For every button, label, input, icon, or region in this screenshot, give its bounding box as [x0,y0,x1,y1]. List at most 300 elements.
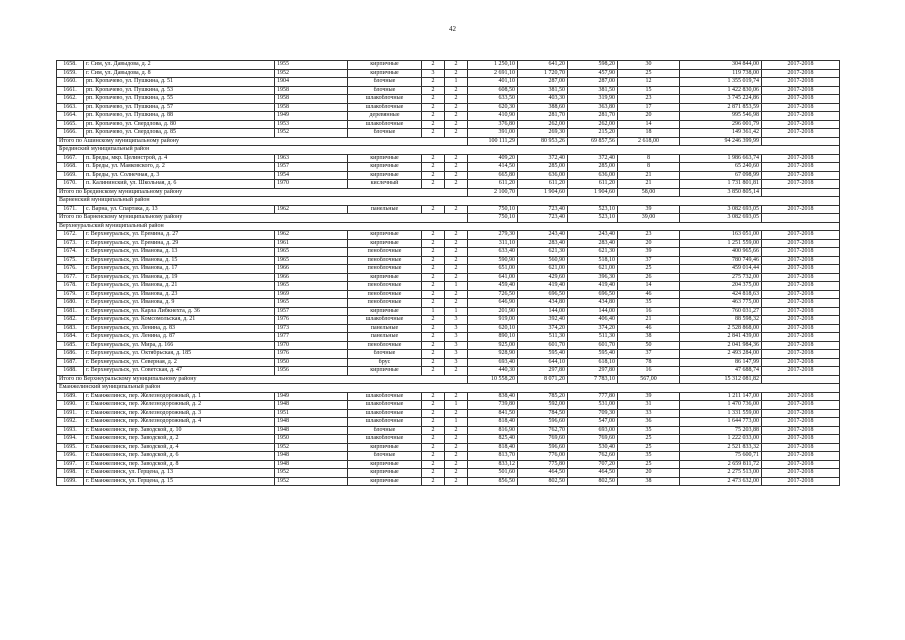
table-cell: 2 [445,409,468,418]
table-cell: 1 986 663,74 [680,154,762,163]
table-cell: 2 [422,231,445,240]
table-cell: 1689. [57,392,84,401]
table-cell: 2 [422,95,445,104]
table-cell: г. Верхнеуральск, ул. Октябрьская, д. 185 [84,350,275,359]
table-cell: 1949 [275,112,348,121]
table-cell: 2 [445,367,468,376]
table-cell: г. Еманжелинск, пер. Железнодорожный, д. 2 [84,401,275,410]
table-cell: 2 [445,112,468,121]
table-cell: 2 [422,78,445,87]
table-cell: 665,80 [468,171,518,180]
table-cell: 1 [445,401,468,410]
table-cell: 2 [445,180,468,189]
table-cell: 47 688,74 [680,367,762,376]
table-cell: г. Еманжелинск, пер. Заводской, д. 10 [84,426,275,435]
table-row [57,86,840,95]
table-cell: 215,20 [568,129,618,138]
table-cell: 2 [422,273,445,282]
table-cell: 841,50 [468,409,518,418]
table-cell: 2017-2018 [762,418,840,427]
table-cell: 2017-2018 [762,86,840,95]
table-cell: 1690. [57,401,84,410]
table-cell: 1904 [275,78,348,87]
table-row [57,171,840,180]
table-cell: г. Сим, ул. Давыдова, д. 8 [84,69,275,78]
table-cell: 601,70 [518,341,568,350]
table-cell: 1966 [275,265,348,274]
table-cell: г. Верхнеуральск, ул. Иванова, д. 23 [84,290,275,299]
table-cell: кирпичные [348,61,422,70]
table-cell: 21 [618,180,680,189]
table-cell: 2 521 833,32 [680,443,762,452]
table-cell: 2 [422,239,445,248]
table-cell: 15 [618,86,680,95]
table-cell: 2 041 984,36 [680,341,762,350]
table-cell: 1948 [275,426,348,435]
housing-register-table [56,60,840,486]
table-cell: 2 [445,299,468,308]
table-cell: 3 [445,358,468,367]
table-cell: 409,20 [468,154,518,163]
table-cell: 2 691,10 [468,69,518,78]
table-cell: шлакоблочные [348,103,422,112]
table-cell: шлакоблочные [348,95,422,104]
total-cell: 10 558,20 [468,375,518,384]
table-cell: рп. Кропачево, ул. Пушкина, д. 53 [84,86,275,95]
table-cell: 1 422 830,06 [680,86,762,95]
table-row [57,239,840,248]
table-cell: 3 [445,316,468,325]
table-cell: 381,50 [518,86,568,95]
table-cell: г. Верхнеуральск, ул. Еремина, д. 29 [84,239,275,248]
table-cell: 464,50 [568,469,618,478]
table-cell: 2017-2018 [762,129,840,138]
table-cell: 2 [422,256,445,265]
table-cell: 531,00 [568,401,618,410]
table-cell: 414,50 [468,163,518,172]
table-cell: 2017-2018 [762,69,840,78]
table-cell: 2 [422,392,445,401]
table-cell: 38 [618,477,680,486]
table-cell: кирпичные [348,460,422,469]
table-cell: кирпичные [348,477,422,486]
table-cell: 21 [618,316,680,325]
table-cell: 14 [618,282,680,291]
table-cell: 39 [618,392,680,401]
table-cell: г. Еманжелинск, пер. Железнодорожный, д. 3 [84,409,275,418]
table-cell: 2 [422,299,445,308]
table-cell: 2017-2018 [762,231,840,240]
table-cell: 2 [445,290,468,299]
table-cell: 1952 [275,129,348,138]
table-cell: 1 720,70 [518,69,568,78]
table-cell: 776,00 [518,452,568,461]
table-cell: 36 [618,418,680,427]
table-cell: 2017-2018 [762,78,840,87]
table-cell: 2017-2018 [762,333,840,342]
table-cell: 530,40 [568,443,618,452]
table-row [57,163,840,172]
table-cell: шлакоблочные [348,316,422,325]
table-cell: 726,50 [468,290,518,299]
table-cell: 2 275 513,00 [680,469,762,478]
table-cell: 707,20 [568,460,618,469]
table-cell: 1 222 033,00 [680,435,762,444]
total-cell: 100 111,29 [468,137,518,146]
table-cell: 1952 [275,443,348,452]
table-cell: 1958 [275,103,348,112]
table-cell: 633,50 [468,95,518,104]
table-cell: блочные [348,78,422,87]
table-row [57,299,840,308]
table-cell: г. Верхнеуральск, ул. Мира, д. 166 [84,341,275,350]
table-cell: 2 [422,350,445,359]
table-cell: пеноблочные [348,282,422,291]
total-cell: 8 071,20 [518,375,568,384]
table-cell: панельные [348,333,422,342]
table-cell: 596,60 [518,443,568,452]
table-cell: г. Верхнеуральск, ул. Иванова, д. 13 [84,248,275,257]
table-row [57,316,840,325]
table-cell: г. Верхнеуральск, ул. Иванова, д. 21 [84,282,275,291]
table-cell: 17 [618,103,680,112]
table-cell: брус [348,358,422,367]
table-cell: 1965 [275,282,348,291]
table-cell: 644,10 [518,358,568,367]
table-cell: 785,20 [518,392,568,401]
table-cell: шлакоблочные [348,418,422,427]
table-body [57,61,840,486]
table-cell: 12 [618,78,680,87]
table-cell: 2 [422,248,445,257]
table-cell: 2 473 632,00 [680,477,762,486]
table-cell: 2 [445,239,468,248]
table-cell: 560,90 [518,256,568,265]
table-cell: 1976 [275,350,348,359]
table-cell: 38 [618,333,680,342]
table-cell: 856,50 [468,477,518,486]
table-cell: 595,40 [518,350,568,359]
table-cell: с. Варна, ул. Спартака, д. 13 [84,205,275,214]
table-cell: 2 [422,333,445,342]
table-cell: 1684. [57,333,84,342]
table-cell: 2 [445,435,468,444]
table-cell: блочные [348,86,422,95]
table-cell: шлакоблочные [348,120,422,129]
table-cell: 919,00 [468,316,518,325]
table-row [57,341,840,350]
page-number: 42 [449,25,456,33]
table-cell: 285,00 [518,163,568,172]
table-cell: 1 211 147,00 [680,392,762,401]
section-title: Варненский муниципальный район [57,197,840,206]
table-cell: 2 [422,154,445,163]
table-cell: 1664. [57,112,84,121]
table-cell: 592,00 [518,401,568,410]
table-cell: 2 [422,452,445,461]
table-cell: 693,40 [468,358,518,367]
table-cell: 283,40 [568,239,618,248]
table-cell: 750,10 [468,205,518,214]
table-row [57,273,840,282]
table-cell: 440,30 [468,367,518,376]
total-cell: 7 783,10 [568,375,618,384]
table-cell: 1956 [275,367,348,376]
table-cell: 1692. [57,418,84,427]
table-cell: 391,00 [468,129,518,138]
table-cell: 23 [618,95,680,104]
table-cell: 2 [422,418,445,427]
table-cell: 2 [445,443,468,452]
table-cell: 86 147,99 [680,358,762,367]
table-cell: 372,40 [568,154,618,163]
table-cell: 243,40 [568,231,618,240]
table-cell: 2 [445,477,468,486]
table-cell: 1668. [57,163,84,172]
table-cell: 636,00 [568,171,618,180]
table-cell: 611,20 [468,180,518,189]
table-cell: 1970 [275,341,348,350]
total-label: Итого по Варненскому муниципальному району [57,214,468,223]
table-row [57,120,840,129]
table-cell: 1663. [57,103,84,112]
total-cell [762,188,840,197]
total-cell: 3 082 693,05 [680,214,762,223]
table-cell: 16 [618,367,680,376]
table-cell: 1957 [275,163,348,172]
table-cell: 2017-2018 [762,316,840,325]
table-cell: 1 731 801,81 [680,180,762,189]
table-cell: 262,00 [518,120,568,129]
table-cell: кирпичные [348,469,422,478]
table-cell: 46 [618,324,680,333]
table-cell: 1966 [275,273,348,282]
table-cell: 511,30 [518,333,568,342]
table-cell: 1 470 736,00 [680,401,762,410]
table-cell: 75 600,71 [680,452,762,461]
table-cell: шлакоблочные [348,401,422,410]
table-cell: 501,60 [468,469,518,478]
table-cell: 262,00 [568,120,618,129]
table-cell: 287,00 [568,78,618,87]
table-cell: 1 [422,307,445,316]
table-cell: 1954 [275,171,348,180]
table-cell: пеноблочные [348,265,422,274]
total-label: Итого по Брединскому муниципальному району [57,188,468,197]
table-cell: 463 775,00 [680,299,762,308]
section-header-row [57,222,840,231]
table-cell: 995 546,98 [680,112,762,121]
table-cell: 2017-2018 [762,460,840,469]
table-row [57,324,840,333]
table-cell: рп. Кропачево, ул. Свердлова, д. 80 [84,120,275,129]
table-row [57,231,840,240]
table-cell: 297,80 [518,367,568,376]
table-cell: 2 659 811,72 [680,460,762,469]
table-cell: г. Еманжелинск, пер. Заводской, д. 8 [84,460,275,469]
table-cell: 2 [422,435,445,444]
table-cell: 1973 [275,324,348,333]
table-cell: 2017-2018 [762,103,840,112]
table-cell: 2017-2018 [762,426,840,435]
table-cell: 1688. [57,367,84,376]
table-cell: 2017-2018 [762,401,840,410]
table-cell: 1678. [57,282,84,291]
table-cell: 621,00 [568,265,618,274]
table-cell: 769,60 [518,435,568,444]
total-label: Итого по Ашинскому муниципальному району [57,137,468,146]
table-cell: 2 [445,231,468,240]
table-cell: 2 [422,469,445,478]
table-cell: 16 [618,307,680,316]
table-cell: г. Еманжелинск, пер. Железнодорожный, д. 4 [84,418,275,427]
table-cell: 2 [422,163,445,172]
table-cell: кирпичные [348,367,422,376]
table-cell: 2 [422,401,445,410]
table-cell: 825,40 [468,435,518,444]
table-cell: 2017-2018 [762,477,840,486]
table-cell: 372,40 [518,154,568,163]
section-header-row [57,197,840,206]
table-cell: 8 [618,154,680,163]
table-cell: 1950 [275,435,348,444]
table-cell: рп. Кропачево, ул. Пушкина, д. 55 [84,95,275,104]
table-cell: 296 001,79 [680,120,762,129]
table-cell: 144,00 [518,307,568,316]
table-cell: 2 [422,290,445,299]
table-row [57,401,840,410]
table-cell: 2017-2018 [762,392,840,401]
table-cell: 25 [618,460,680,469]
table-cell: 709,30 [568,409,618,418]
total-label: Итого по Верхнеуральскому муниципальному району [57,375,468,384]
table-cell: 2 [445,154,468,163]
table-cell: 2 841 439,00 [680,333,762,342]
table-row [57,112,840,121]
total-cell [762,137,840,146]
table-cell: 1962 [275,231,348,240]
table-cell: 374,20 [568,324,618,333]
table-cell: 35 [618,299,680,308]
table-cell: 2 [422,103,445,112]
table-cell: 381,50 [568,86,618,95]
table-cell: 1957 [275,307,348,316]
table-cell: 1658. [57,61,84,70]
table-cell: 25 [618,69,680,78]
table-cell: 1665. [57,120,84,129]
table-cell: 2 [445,460,468,469]
table-cell: 88 598,32 [680,316,762,325]
table-cell: 2017-2018 [762,299,840,308]
total-cell: 750,10 [468,214,518,223]
table-row [57,392,840,401]
table-cell: 1696. [57,452,84,461]
table-cell: 646,90 [468,299,518,308]
table-cell: г. Верхнеуральск, ул. Еремина, д. 27 [84,231,275,240]
table-cell: 2017-2018 [762,469,840,478]
table-row [57,154,840,163]
table-cell: 119 738,00 [680,69,762,78]
table-cell: 1 [445,78,468,87]
table-cell: блочные [348,129,422,138]
table-cell: 23 [618,231,680,240]
table-cell: 37 [618,350,680,359]
table-cell: 18 [618,129,680,138]
table-cell: 696,50 [518,290,568,299]
table-cell: 2017-2018 [762,61,840,70]
table-cell: 1697. [57,460,84,469]
table-cell: 459 014,44 [680,265,762,274]
table-row [57,248,840,257]
table-row [57,333,840,342]
table-cell: 1 250,10 [468,61,518,70]
table-cell: 1963 [275,154,348,163]
section-header-row [57,384,840,393]
table-cell: 1666. [57,129,84,138]
table-cell: 621,30 [518,248,568,257]
table-cell: 641,00 [468,273,518,282]
total-cell: 58,00 [618,188,680,197]
table-cell: блочные [348,426,422,435]
table-cell: 2 [422,86,445,95]
table-cell: 838,40 [468,392,518,401]
total-cell: 39,00 [618,214,680,223]
table-cell: 457,90 [568,69,618,78]
table-cell: 2 [445,265,468,274]
table-cell: кирпичные [348,171,422,180]
table-cell: 2 [422,324,445,333]
table-cell: 818,40 [468,443,518,452]
table-cell: 2017-2018 [762,265,840,274]
table-cell: 2017-2018 [762,282,840,291]
section-title: Брединский муниципальный район [57,146,840,155]
table-cell: 621,30 [568,248,618,257]
table-cell: 3 [445,324,468,333]
table-cell: 1691. [57,409,84,418]
table-cell: 518,10 [568,256,618,265]
table-cell: панельные [348,205,422,214]
table-cell: 1 331 559,00 [680,409,762,418]
table-cell: 3 [445,350,468,359]
table-cell: 802,50 [568,477,618,486]
table-cell: панельные [348,324,422,333]
table-cell: 319,90 [568,95,618,104]
table-cell: г. Еманжелинск, пер. Заводской, д. 4 [84,443,275,452]
table-cell: 1953 [275,120,348,129]
table-row [57,61,840,70]
table-cell: 2 [422,341,445,350]
table-cell: п. Бреды, ул. Маяковского, д. 2 [84,163,275,172]
table-cell: 611,20 [568,180,618,189]
table-cell: г. Верхнеуральск, ул. Ленина, д. 83 [84,324,275,333]
table-cell: 20 [618,112,680,121]
table-cell: пеноблочные [348,341,422,350]
table-cell: 3 [445,341,468,350]
table-cell: 269,30 [518,129,568,138]
table-cell: 31 [618,401,680,410]
table-cell: 2017-2018 [762,256,840,265]
table-cell: 35 [618,452,680,461]
table-cell: 75 203,88 [680,426,762,435]
table-cell: 2 [445,69,468,78]
table-cell: 2017-2018 [762,163,840,172]
table-cell: 2 [422,409,445,418]
total-cell: 567,00 [618,375,680,384]
table-cell: 2017-2018 [762,350,840,359]
table-cell: кирпичные [348,69,422,78]
table-cell: 2 [422,265,445,274]
table-cell: 1962 [275,205,348,214]
